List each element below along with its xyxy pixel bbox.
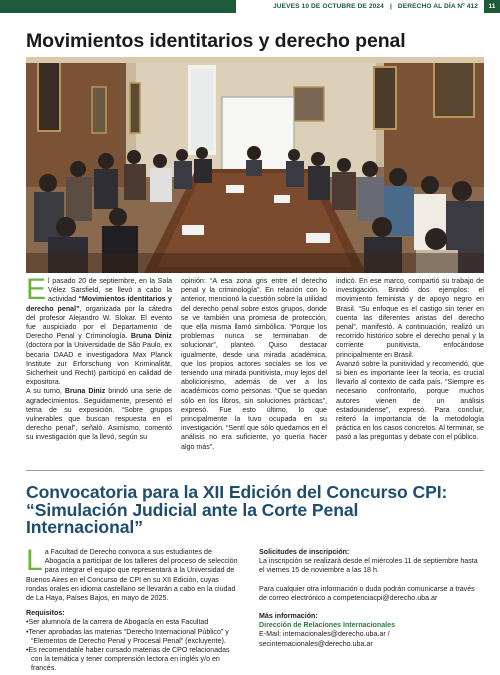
header-publication: DERECHO AL DÍA Nº 412	[397, 3, 478, 10]
info-email: E-Mail: internacionales@derecho.uba.ar / secinternacionales@derecho.uba.ar	[259, 630, 390, 648]
section-divider	[26, 470, 484, 471]
consultas-text: Para cualquier otra información o duda podrán comunicarse a través de correo electrónico a competenciacpi@derecho.uba.ar	[259, 584, 475, 602]
info-organization: Dirección de Relaciones Internacionales	[259, 621, 396, 630]
convocatoria-title: Convocatoria para la XII Edición del Concurso CPI: “Simulación Judicial ante la Corte Penal Internacional”	[26, 482, 448, 538]
requirement-item: •Es recomendable haber cursado materias de CPO relacionadas con la temática y tener comprensión lectora en inglés y/o en francés.	[26, 646, 230, 673]
article-paragraph: A su turno, Bruna Diniz brindó una serie de agradecimientos. Seguidamente, presentó el tema de su exposición. “Sobre grupos vulnerables que buscan respuesta en el derecho penal”, señaló. Asimismo, comentó su investigación que la llevó, según su	[26, 387, 172, 442]
requirement-item: •Tener aprobadas las materias “Derecho Internacional Público” y “Elementos de Derecho Penal y Procesal Penal” (excluyente).	[26, 627, 229, 645]
drop-cap: L	[26, 544, 43, 577]
header-accent-strip	[0, 0, 236, 13]
article-column-2	[181, 277, 327, 452]
article-column-1	[26, 273, 172, 443]
requirements-title: Requisitos:	[26, 609, 65, 618]
drop-cap: E	[26, 273, 47, 306]
article-paragraph: opinión: “A esa zona gris entre el derecho penal y la criminología”. En relación con lo anterior, mencionó la cuestión sobre la utilidad del derecho penal sobre estos grupos, donde se ve también una promesa de protección, que ella misma llamó simbólica. “Porque los problemas nunca se terminaban de solucionar”, planteó. Quiso destacar igualmente, desde una mirada académica, que los propios actores sociales se los ve teniendo una mirada punitivista, muy lejos del abolicionismo, además de ver a los académicos como personas. “Que se quedan sólo en los libros, sin soluciones prácticas”, expresó. Fue esto último, lo que principalmente la tuvo ocupada en su investigación. “Sentí que sólo quedarnos en el análisis no era suficiente, yo quería hacer algo más”,	[181, 277, 327, 451]
header-info	[236, 0, 484, 13]
article-column-3	[336, 277, 484, 443]
article-paragraph: l pasado 20 de septiembre, en la Sala Vélez Sarsfield, se llevó a cabo la actividad “Movimientos identitarios y derecho penal”, organizada por la cátedra del profesor Alejandro W. Slokar. El evento fue auspiciado por el Departamento de Derecho Penal y Criminología. Bruna Diniz (doctora por la Universidade de São Paulo, ex becaria DAAD e investigadora Max Planck Institute zur Erforschung von Kriminalität, Sicherheit und Recht) participó en calidad de expositora.	[26, 277, 172, 387]
convocatoria-right-column	[259, 548, 484, 658]
page-number: 11	[484, 0, 500, 13]
article-paragraph: indicó. En ese marco, compartió su trabajo de investigación. Brindó dos ejemplos: el movimiento feminista y de apoyo negro en Brasil. “Su enfoque es el castigo sin tener en cuenta las diferentes aristas del derecho penal”, manifestó. A continuación, realizó un recorrido histórico sobre el derecho penal y la corriente punitivista, enfocándose principalmente en Brasil.	[336, 277, 484, 359]
page-header-bar	[0, 0, 500, 13]
article-title: Movimientos identitarios y derecho penal	[26, 30, 406, 52]
solicitudes-title: Solicitudes de inscripción:	[259, 548, 350, 556]
info-block	[259, 612, 484, 649]
consultas-block	[259, 585, 484, 603]
requirements-list	[26, 618, 242, 673]
solicitudes-text: La inscripción se realizará desde el miércoles 11 de septiembre hasta el viernes 15 de noviembre a las 18 h.	[259, 557, 478, 575]
article-body	[26, 273, 484, 455]
convocatoria-left-column	[26, 544, 242, 674]
requirement-item: •Ser alumno/a de la carrera de Abogacía en esta Facultad	[26, 618, 209, 627]
header-date: JUEVES 10 DE OCTUBRE DE 2024	[273, 3, 384, 10]
article-paragraph: Avanzó sobre la punitividad y recomendó, que si bien es importante leer la teoría, es crucial llevarlo al contexto de cada país. “Siempre es necesario confrontarlo, porque muchos autores vienen de un análisis estadounidense”, expresó. Para concluir, reiteró la importancia de la metodología práctica en los casos concretos. Al terminar, se pasó a las preguntas y debate con el público.	[336, 359, 484, 442]
info-title: Más información:	[259, 612, 318, 621]
solicitudes-block	[259, 548, 484, 576]
event-photo	[26, 57, 484, 273]
header-separator: |	[389, 3, 392, 10]
convocatoria-intro: a Facultad de Derecho convoca a sus estudiantes de Abogacía a participar de los talleres del proceso de selección para integrar el equipo que representará a la Universidad de Buenos Aires en el Concurso de CPI en su XII Edición, cuyas rondas orales en idioma castellano se llevarán a cabo en la ciudad de La Haya, Países Bajos, en mayo de 2025.	[26, 548, 238, 603]
